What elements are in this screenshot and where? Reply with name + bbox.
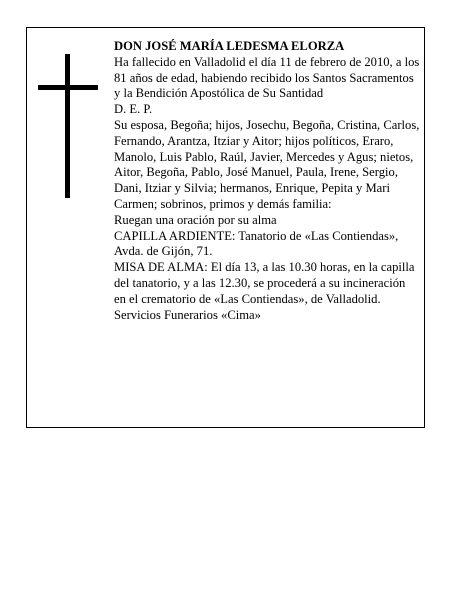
- funeral-services-text: Servicios Funerarios «Cima»: [114, 307, 261, 322]
- announcement-text: Ha fallecido en Valladolid el día 11 de febrero de 2010, a los 81 años de edad, habiendo recibido los Santos Sacramentos y la Bendición Apostólica de Su Santidad: [114, 54, 420, 101]
- notice-text: [114, 39, 420, 323]
- cross-icon: [38, 54, 98, 198]
- obituary-notice: [26, 27, 425, 428]
- chapel-text: CAPILLA ARDIENTE: Tanatorio de «Las Contiendas», Avda. de Gijón, 71.: [114, 228, 399, 259]
- family-text: Su esposa, Begoña; hijos, Josechu, Begoña, Cristina, Carlos, Fernando, Arantza, Itziar y Aitor; hijos políticos, Eraro, Manolo, Luis Pablo, Raúl, Javier, Mercedes y Agus; nietos, Aitor, Begoña, Pablo, José Manuel, Paula, Irene, Sergio, Dani, Itziar y Silvia; hermanos, Enrique, Pepita y Mari Carmen; sobrinos, primos y demás familia:: [114, 117, 420, 211]
- cross-vertical-bar: [65, 54, 70, 198]
- mass-text: MISA DE ALMA: El día 13, a las 10.30 horas, en la capilla del tanatorio, y a las 12.30, se procederá a su incineración en el crematorio de «Las Contiendas», de Valladolid.: [114, 260, 415, 306]
- deceased-name: DON JOSÉ MARÍA LEDESMA ELORZA: [114, 39, 345, 53]
- dep-text: D. E. P.: [114, 102, 153, 117]
- prayer-text: Ruegan una oración por su alma: [114, 212, 277, 227]
- cross-horizontal-bar: [38, 85, 98, 90]
